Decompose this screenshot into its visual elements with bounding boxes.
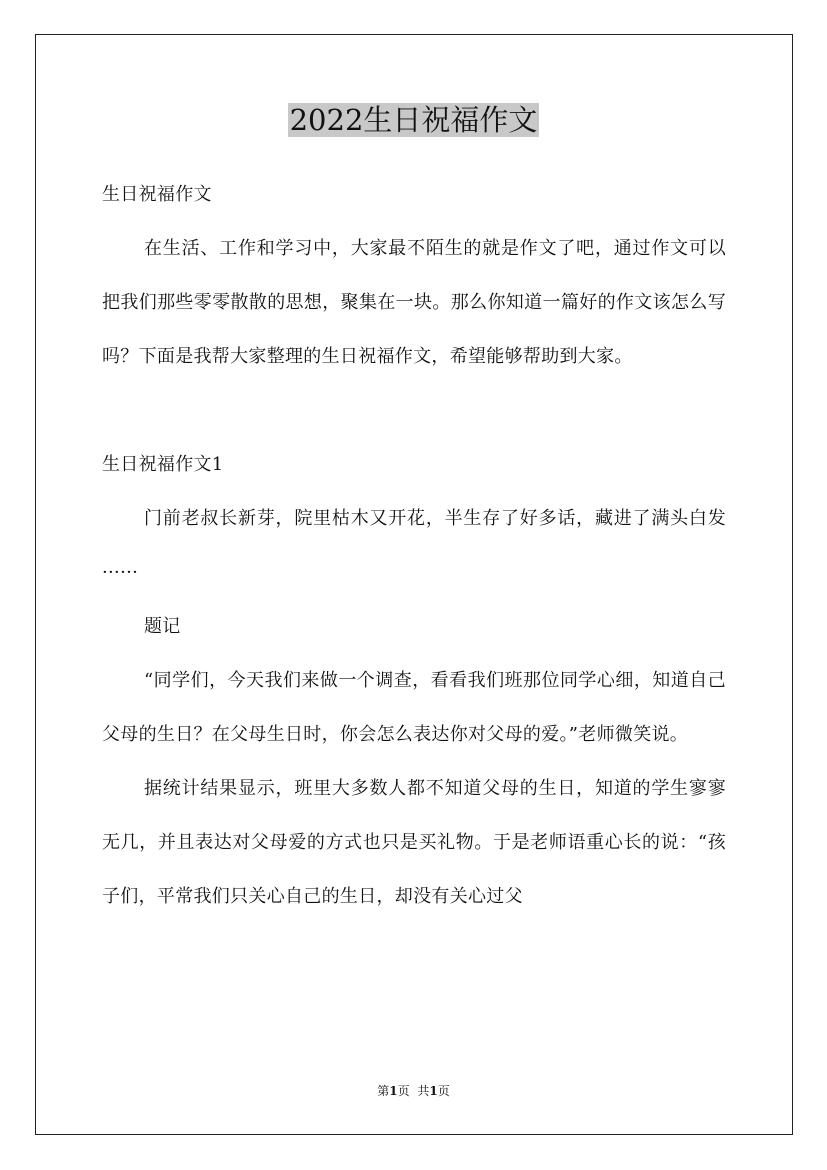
footer-total-unit: 页: [437, 1084, 450, 1098]
footer-prefix: 第: [377, 1084, 390, 1098]
paragraph: 门前老叔长新芽，院里枯木又开花，半生存了好多话，藏进了满头白发······: [102, 508, 726, 583]
document-title: [0, 100, 827, 140]
document-title-text: 2022生日祝福作文: [289, 103, 538, 137]
section-heading: 生日祝福作文: [102, 184, 212, 205]
paragraph: 据统计结果显示，班里大多数人都不知道父母的生日，知道的学生寥寥无几，并且表达对父母爱的方式也只是买礼物。于是老师语重心长的说：“孩子们，平常我们只关心自己的生日，却没有关心过父: [102, 778, 726, 907]
paragraph: 在生活、工作和学习中，大家最不陌生的就是作文了吧，通过作文可以把我们那些零零散散的思想，聚集在一块。那么你知道一篇好的作文该怎么写吗？下面是我帮大家整理的生日祝福作文，希望能够帮助到大家。: [102, 238, 726, 367]
paragraph: “同学们，今天我们来做一个调查，看看我们班那位同学心细，知道自己父母的生日？在父母生日时，你会怎么表达你对父母的爱。”老师微笑说。: [102, 670, 726, 745]
footer-page-number: 1: [389, 1084, 398, 1098]
section-heading: 生日祝福作文1: [102, 454, 224, 475]
page-footer: [0, 1083, 827, 1099]
footer-total-prefix: 共: [417, 1084, 430, 1098]
paragraph-spacer: [102, 384, 726, 438]
footer-total-pages: 1: [429, 1084, 438, 1098]
paragraph: 题记: [144, 616, 181, 637]
footer-page-unit: 页: [397, 1084, 410, 1098]
document-body: [102, 168, 726, 924]
